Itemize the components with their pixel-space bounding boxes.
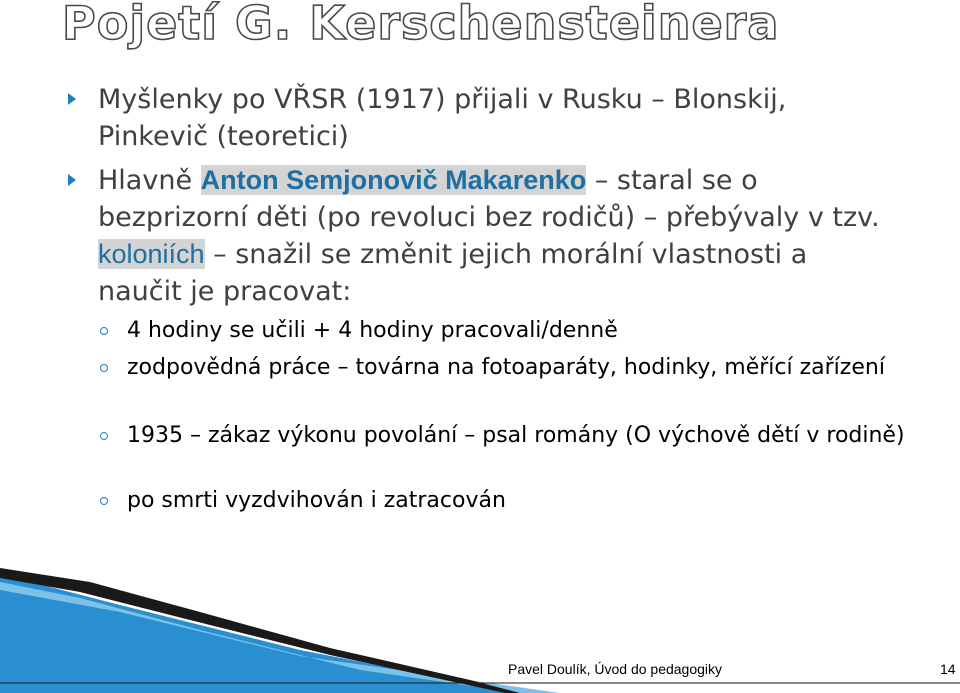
subbullet-1 bbox=[127, 315, 927, 347]
bullet-1-text: Myšlenky po VŘSR (1917) přijali v Rusku – Blonskij, Pinkevič (teoretici) bbox=[98, 84, 787, 152]
highlight-name: Anton Semjonovič Makarenko bbox=[200, 165, 587, 195]
ring-bullet-icon bbox=[100, 327, 108, 335]
ring-bullet-icon bbox=[100, 497, 108, 505]
footer-author: Pavel Doulík, Úvod do pedagogiky bbox=[508, 661, 723, 677]
subbullet-4 bbox=[127, 485, 927, 517]
bullet-1 bbox=[98, 81, 888, 155]
bullet-2-prefix: Hlavně bbox=[98, 165, 201, 196]
highlight-colonies: koloniích bbox=[98, 239, 205, 269]
bullet-2 bbox=[98, 162, 888, 310]
subbullet-2 bbox=[127, 352, 907, 384]
decorative-wave bbox=[0, 560, 960, 693]
ring-bullet-icon bbox=[100, 364, 108, 372]
bullet-2-suffix: – snažil se změnit jejich morální vlastnosti a naučit je pracovat: bbox=[98, 239, 808, 307]
subbullet-2-text: zodpovědná práce – továrna na fotoaparáty, hodinky, měřící zařízení bbox=[127, 355, 885, 380]
subbullet-1-text: 4 hodiny se učili + 4 hodiny pracovali/denně bbox=[127, 318, 618, 343]
slide-title: Pojetí G. Kerschensteinera bbox=[62, 0, 780, 50]
subbullet-3-text: 1935 – zákaz výkonu povolání – psal romány (O výchově dětí v rodině) bbox=[127, 423, 905, 448]
page-number: 14 bbox=[940, 661, 956, 677]
subbullet-3 bbox=[127, 420, 927, 452]
ring-bullet-icon bbox=[100, 432, 108, 440]
arrow-bullet-icon bbox=[68, 174, 76, 186]
subbullet-4-text: po smrti vyzdvihován i zatracován bbox=[127, 488, 506, 513]
bullet-2-middle: – staral se o bezprizorní děti (po revoluci bez rodičů) – přebývaly v tzv. bbox=[98, 165, 880, 233]
arrow-bullet-icon bbox=[68, 93, 76, 105]
